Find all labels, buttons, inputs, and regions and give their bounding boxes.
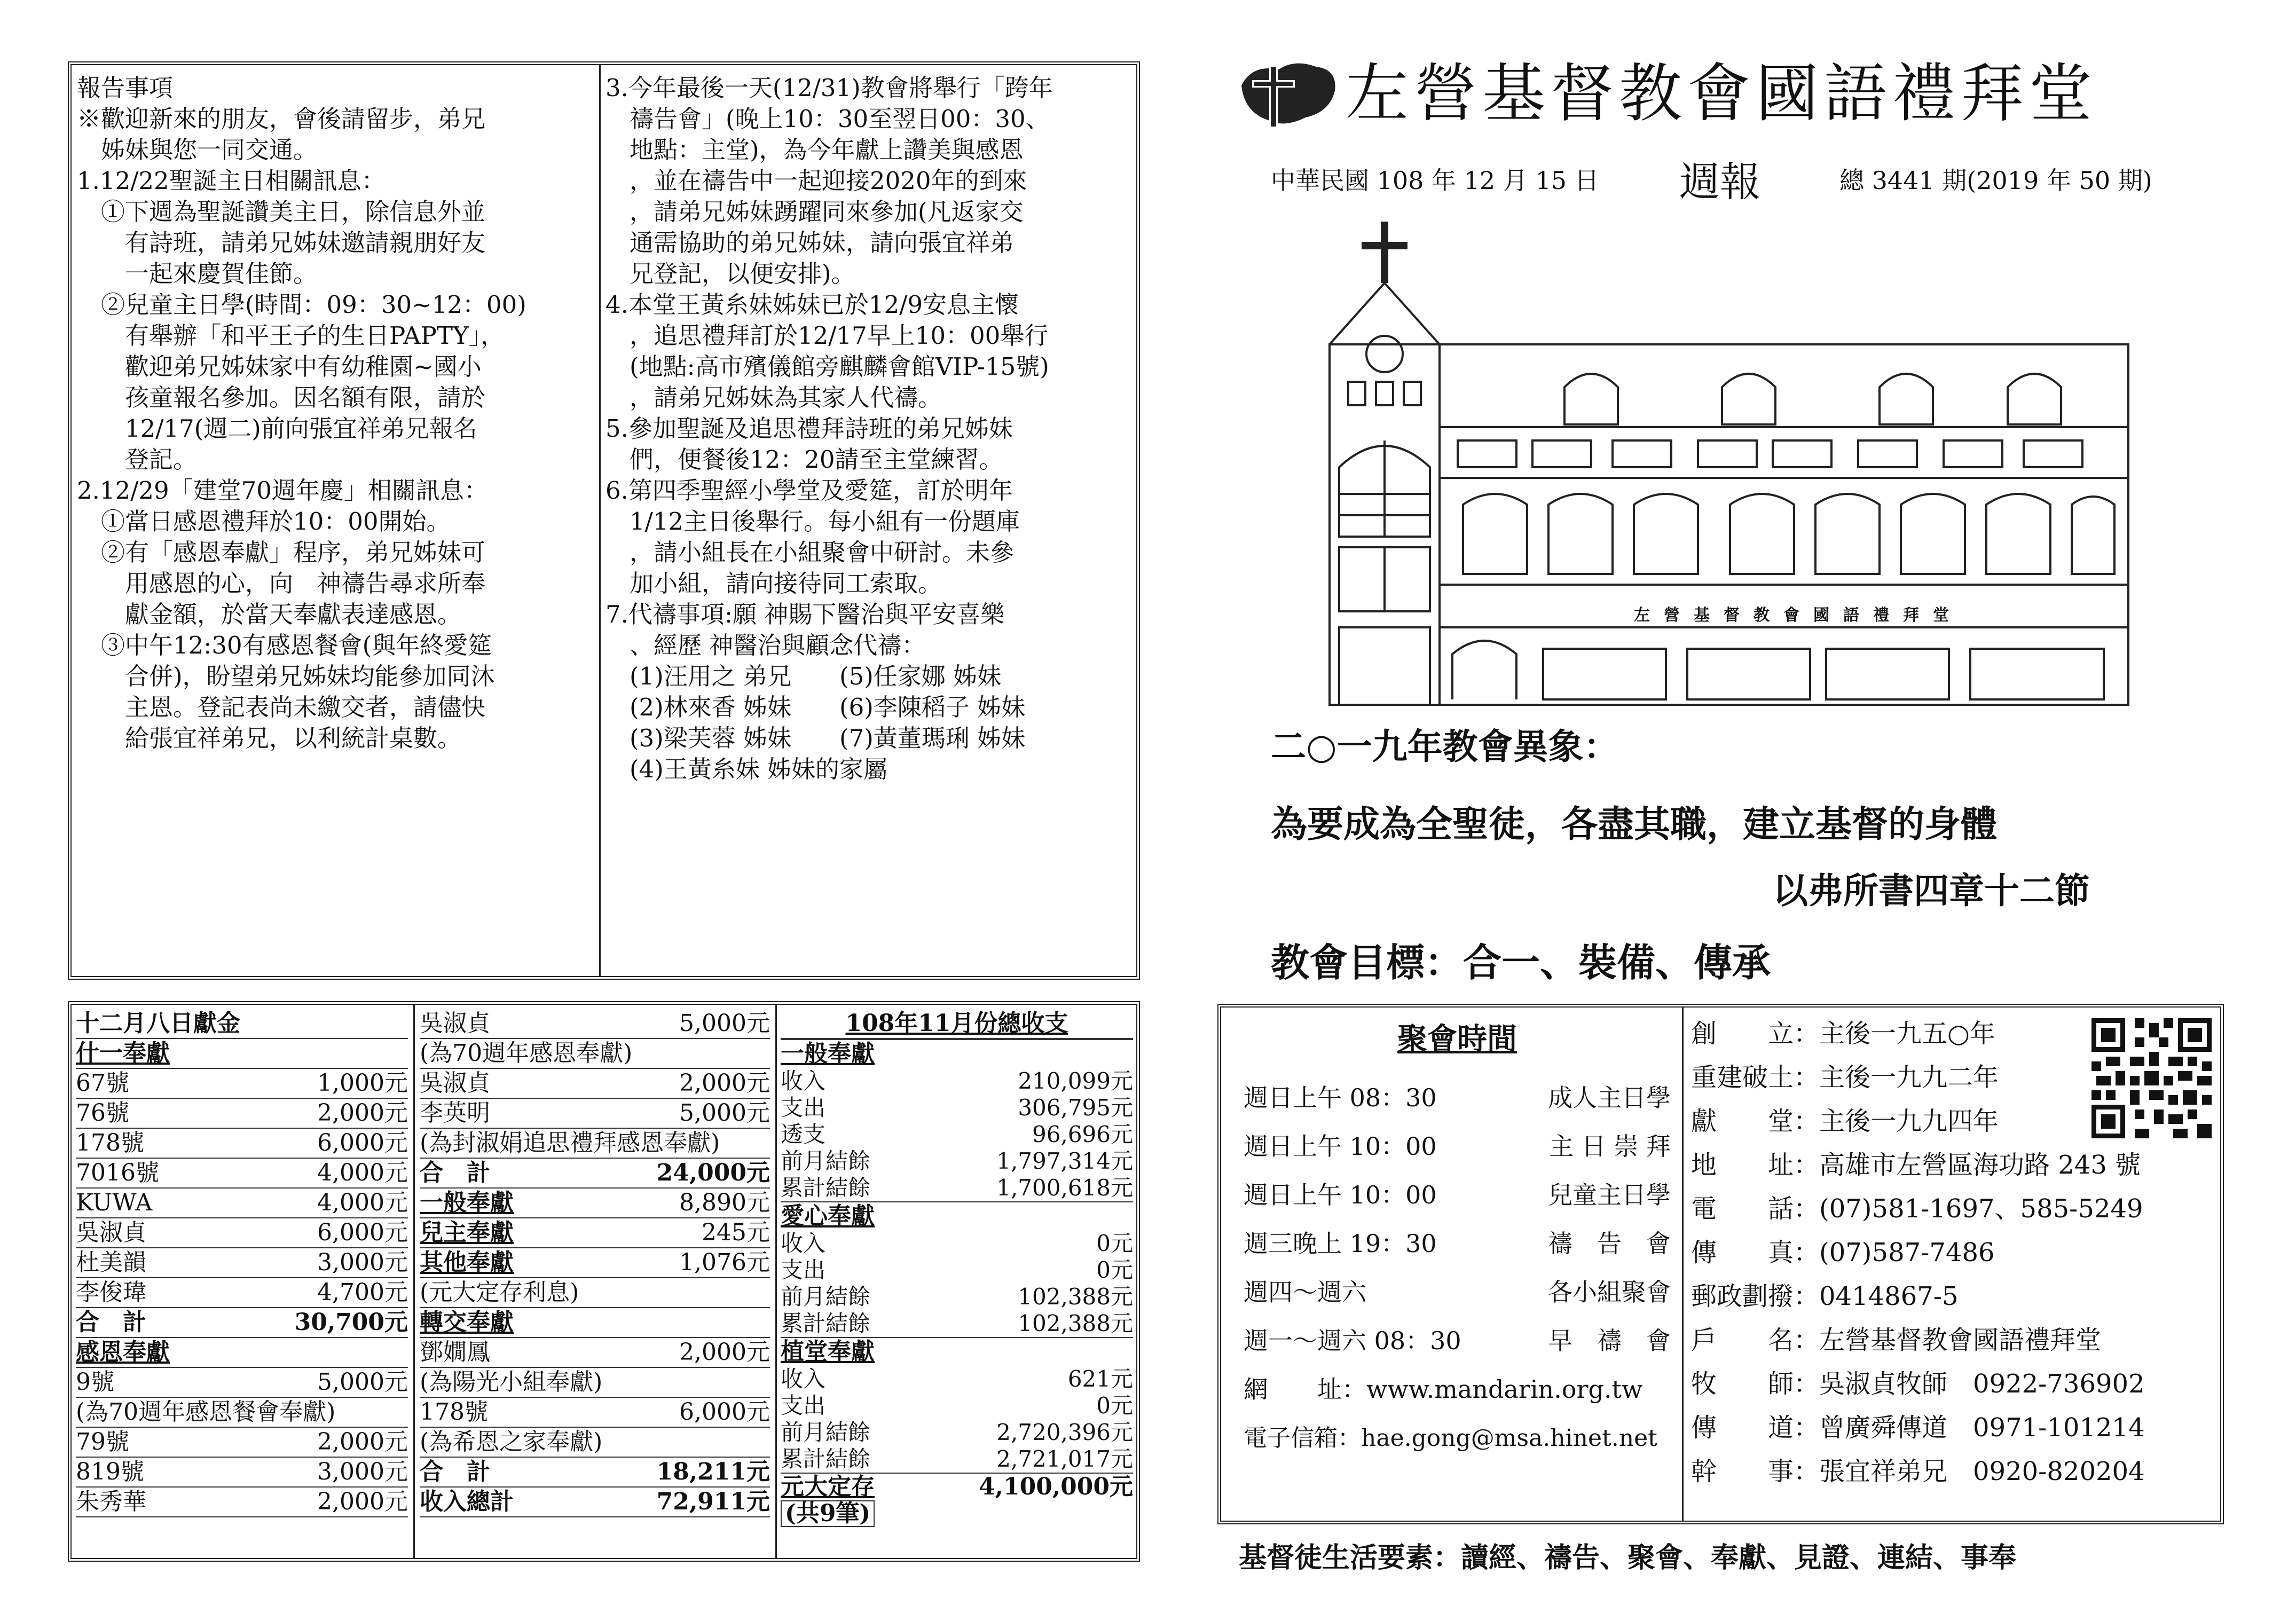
meeting-row [1244, 1122, 1671, 1171]
summary-amount: 621元 [1067, 1366, 1133, 1392]
summary-label: 收入 [781, 1068, 826, 1094]
offering-amount: 2,000元 [679, 1069, 770, 1097]
offering-row [420, 1398, 770, 1428]
church-info-row: 傳 真：(07)587-7486 [1691, 1238, 1995, 1268]
meeting-title: 聚會時間 [1397, 1021, 1517, 1057]
summary-label: 支出 [781, 1095, 826, 1121]
summary-row [781, 1310, 1133, 1337]
deposit-count-row [781, 1500, 1133, 1527]
offering-label: KUWA [76, 1189, 153, 1216]
meeting-name: 兒童主日學 [1548, 1181, 1671, 1209]
summary-label: 前月結餘 [781, 1148, 871, 1174]
offering-amount: 4,700元 [317, 1279, 408, 1306]
meeting-time: 週日上午 10：00 [1244, 1132, 1437, 1161]
offering-row [420, 1368, 770, 1398]
announcement-line: 們，便餐後12：20請至主堂練習。 [606, 445, 1003, 474]
summary-row [781, 1284, 1133, 1310]
announcement-line: 通需協助的弟兄姊妹，請向張宜祥弟 [606, 229, 1015, 257]
announcement-line: 報告事項 [77, 74, 174, 102]
offering-label: 杜美韻 [76, 1249, 146, 1276]
offering-section [76, 1338, 408, 1368]
offerings-column-1 [76, 1009, 408, 1517]
meeting-time: 週一～週六 08：30 [1244, 1326, 1461, 1355]
summary-label: 透支 [781, 1121, 826, 1147]
vision-scripture: 以弗所書四章十二節 [1773, 870, 2090, 911]
offering-label: 十二月八日獻金 [76, 1010, 240, 1037]
offering-amount: 1,000元 [317, 1069, 408, 1097]
offering-label: 7016號 [76, 1159, 159, 1186]
offering-amount: 4,000元 [317, 1159, 408, 1186]
meeting-time: 週日上午 08：30 [1244, 1083, 1437, 1112]
meeting-name: 禱 告 會 [1548, 1229, 1671, 1258]
summary-amount: 1,797,314元 [996, 1148, 1133, 1174]
meeting-time: 週日上午 10：00 [1244, 1181, 1437, 1209]
announcement-line: ，請小組長在小組聚會中研討。未參 [606, 538, 1015, 566]
email: 電子信箱：hae.gong@msa.hinet.net [1244, 1425, 1657, 1452]
summary-label: 前月結餘 [781, 1284, 871, 1310]
church-info-row: 幹 事：張宜祥弟兄 0920-820204 [1691, 1457, 2145, 1486]
offering-row [76, 1159, 408, 1189]
announcement-line: (1)汪用之 弟兄 (5)任家娜 姊妹 [606, 662, 1002, 690]
summary-row [781, 1366, 1133, 1392]
offering-amount: 3,000元 [317, 1249, 408, 1276]
announcement-line: 一起來慶賀佳節。 [77, 259, 318, 288]
summary-title: 108年11月份總收支 [781, 1009, 1133, 1039]
meeting-name: 早 禱 會 [1548, 1326, 1671, 1355]
offering-amount: 5,000元 [679, 1099, 770, 1127]
offering-row [76, 1099, 408, 1129]
offering-amount: 8,890元 [679, 1189, 770, 1216]
offering-row [76, 1458, 408, 1488]
church-info-row: 創 立：主後一九五○年 [1691, 1019, 1995, 1049]
announcement-line: ，請弟兄姊妹踴躍同來參加(凡返家交 [606, 198, 1024, 226]
offering-amount: 5,000元 [317, 1368, 408, 1396]
announcement-line: 2.12/29「建堂70週年慶」相關訊息： [77, 476, 488, 505]
offering-label: 兒主奉獻 [420, 1219, 514, 1246]
summary-label: 支出 [781, 1257, 826, 1283]
offering-label: 轉交奉獻 [420, 1309, 514, 1336]
meeting-schedule [1244, 1015, 1671, 1462]
announcement-line: 加小組，請向接待同工索取。 [606, 569, 942, 597]
offering-amount: 4,000元 [317, 1189, 408, 1216]
monthly-summary [781, 1009, 1133, 1527]
offering-label: (元大定存利息) [420, 1279, 579, 1306]
offering-label: 178號 [76, 1129, 144, 1156]
column-divider [413, 1005, 415, 1558]
offerings-box [68, 1001, 1140, 1562]
deposit-value: 4,100,000元 [979, 1473, 1133, 1500]
offering-label: 178號 [420, 1398, 488, 1426]
offering-row [76, 1009, 408, 1039]
qr-code-icon [2091, 1018, 2212, 1138]
announcement-line: (2)林來香 姊妹 (6)李陳稻子 姊妹 [606, 693, 1026, 721]
offering-section [76, 1039, 408, 1069]
offering-label: 吳淑貞 [420, 1069, 490, 1097]
announcement-line: 3.今年最後一天(12/31)教會將舉行「跨年 [606, 74, 1053, 102]
church-info-row: 傳 道：曾廣舜傳道 0971-101214 [1691, 1413, 2145, 1443]
offering-label: (為希恩之家奉獻) [420, 1428, 603, 1455]
offering-amount: 6,000元 [679, 1398, 770, 1426]
offering-amount: 30,700元 [294, 1309, 408, 1336]
meeting-row [1244, 1219, 1671, 1268]
offering-row [420, 1039, 770, 1069]
offering-row [420, 1099, 770, 1129]
offering-row [76, 1248, 408, 1278]
meeting-name: 各小組聚會 [1548, 1278, 1671, 1307]
offering-section [420, 1248, 770, 1278]
church-building-illustration [1314, 216, 2146, 710]
summary-label: 累計結餘 [781, 1175, 871, 1201]
meeting-info-box [1217, 1004, 2224, 1524]
announcement-line: 地點：主堂)，為今年獻上讚美與感恩 [606, 136, 1024, 164]
meeting-time: 週三晚上 19：30 [1244, 1229, 1437, 1258]
offering-row [76, 1398, 408, 1428]
offering-row [76, 1428, 408, 1458]
bulletin-issue: 總 3441 期(2019 年 50 期) [1839, 166, 2152, 195]
announcements-column-1 [77, 73, 595, 754]
announcement-line: 12/17(週二)前向張宜祥弟兄報名 [77, 414, 477, 443]
announcement-line: 有詩班，請弟兄姊妹邀請親朋好友 [77, 229, 486, 257]
announcement-line: 姊妹與您一同交通。 [77, 136, 318, 164]
offering-section [420, 1218, 770, 1248]
announcement-line: 1/12主日後舉行。每小組有一份題庫 [606, 507, 1020, 536]
announcement-line: 用感恩的心，向 神禱告尋求所奉 [77, 569, 486, 597]
offering-label: (為70週年感恩奉獻) [420, 1040, 633, 1067]
announcement-line: 給張宜祥弟兄，以利統計桌數。 [77, 724, 462, 752]
offering-label: 其他奉獻 [420, 1249, 514, 1276]
column-divider [1682, 1008, 1684, 1521]
offering-amount: 6,000元 [317, 1219, 408, 1246]
qr-code[interactable] [2091, 1018, 2212, 1138]
offering-label: (為70週年感恩餐會奉獻) [76, 1398, 336, 1426]
summary-row [781, 1257, 1133, 1284]
offering-row [76, 1069, 408, 1099]
offering-row [420, 1278, 770, 1308]
meeting-time: 週四～週六 [1244, 1278, 1366, 1307]
offering-label: 李俊瑋 [76, 1279, 146, 1306]
church-info-row: 戶 名：左營基督教會國語禮拜堂 [1691, 1325, 2102, 1355]
summary-amount: 0元 [1096, 1392, 1133, 1419]
bulletin-weekly: 週報 [1679, 158, 1760, 206]
offering-amount: 245元 [702, 1219, 770, 1246]
offering-row [76, 1308, 408, 1338]
announcement-line: 孩童報名參加。因名額有限，請於 [77, 383, 486, 412]
summary-section-title: 一般奉獻 [781, 1039, 1133, 1068]
announcement-line: 5.參加聖誕及追思禮拜詩班的弟兄姊妹 [606, 414, 1013, 443]
summary-label: 前月結餘 [781, 1419, 871, 1445]
offering-row [76, 1189, 408, 1218]
column-divider [775, 1005, 777, 1558]
announcement-line: 、經歷 神醫治與顧念代禱： [606, 631, 926, 659]
offering-amount: 3,000元 [317, 1458, 408, 1485]
offering-row [420, 1129, 770, 1159]
summary-amount: 2,720,396元 [996, 1419, 1133, 1445]
summary-row [781, 1419, 1133, 1446]
meeting-name: 主 日 崇 拜 [1549, 1132, 1671, 1161]
summary-row [781, 1175, 1133, 1201]
announcement-line: 6.第四季聖經小學堂及愛筵，訂於明年 [606, 476, 1013, 505]
summary-amount: 0元 [1096, 1257, 1133, 1283]
vision-heading: 二○一九年教會異象： [1271, 726, 1619, 767]
offering-section [420, 1189, 770, 1218]
offering-row [420, 1159, 770, 1189]
offering-label: 鄧嫺鳳 [420, 1339, 490, 1366]
offering-amount: 6,000元 [317, 1129, 408, 1156]
summary-row [781, 1095, 1133, 1121]
announcement-line: ②兒童主日學(時間：09：30~12：00) [77, 290, 526, 319]
offering-amount: 2,000元 [317, 1428, 408, 1455]
announcement-line: 合併)，盼望弟兄姊妹均能參加同沐 [77, 662, 495, 690]
offering-amount: 2,000元 [317, 1488, 408, 1515]
offering-label: 什一奉獻 [76, 1040, 170, 1067]
announcement-line: 4.本堂王黃糸妹姊妹已於12/9安息主懷 [606, 290, 1019, 319]
summary-row [781, 1068, 1133, 1095]
offering-amount: 1,076元 [679, 1249, 770, 1276]
offering-label: 收入總計 [420, 1488, 514, 1515]
summary-row [781, 1148, 1133, 1175]
announcement-line: ※歡迎新來的朋友，會後請留步，弟兄 [77, 105, 486, 133]
summary-amount: 210,099元 [1018, 1068, 1133, 1094]
meeting-name: 成人主日學 [1548, 1083, 1671, 1112]
offering-row [420, 1338, 770, 1368]
deposit-label: 元大定存 [781, 1473, 875, 1500]
offering-label: 合 計 [76, 1309, 146, 1336]
church-info-row: 重建破土：主後一九九二年 [1691, 1063, 1999, 1092]
summary-label: 支出 [781, 1392, 826, 1419]
announcement-line: 登記。 [77, 445, 198, 474]
announcement-line: 7.代禱事項:願 神賜下醫治與平安喜樂 [606, 600, 1005, 628]
meeting-row [1244, 1268, 1671, 1317]
announcement-line: 主恩。登記表尚未繳交者，請儘快 [77, 693, 486, 721]
offering-label: 819號 [76, 1458, 144, 1485]
offering-amount: 18,211元 [656, 1458, 770, 1485]
church-goals: 教會目標：合一、裝備、傳承 [1271, 940, 1771, 985]
summary-amount: 2,721,017元 [996, 1446, 1133, 1472]
summary-amount: 1,700,618元 [996, 1175, 1133, 1201]
summary-label: 收入 [781, 1366, 826, 1392]
offering-label: 吳淑貞 [420, 1010, 490, 1037]
offering-label: 9號 [76, 1368, 114, 1396]
summary-label: 收入 [781, 1230, 826, 1256]
offering-row [76, 1488, 408, 1517]
bulletin-date: 中華民國 108 年 12 月 15 日 [1271, 166, 1599, 195]
offering-amount: 72,911元 [656, 1488, 770, 1515]
offering-row [76, 1129, 408, 1159]
announcement-line: 禱告會」(晚上10：30至翌日00：30、 [606, 105, 1050, 133]
announcement-line: 有舉辦「和平王子的生日PAPTY」， [77, 321, 505, 350]
announcement-line: 獻金額，於當天奉獻表達感恩。 [77, 600, 462, 628]
offering-label: 79號 [76, 1428, 129, 1455]
summary-amount: 102,388元 [1018, 1284, 1133, 1310]
deposit-count: (共9筆) [781, 1500, 875, 1527]
summary-row [781, 1446, 1133, 1473]
meeting-row [1244, 1171, 1671, 1219]
offering-amount: 24,000元 [656, 1159, 770, 1186]
announcement-line: ，並在禱告中一起迎接2020年的到來 [606, 167, 1027, 195]
offering-amount: 2,000元 [317, 1099, 408, 1127]
offering-amount: 2,000元 [679, 1339, 770, 1366]
offering-row [420, 1009, 770, 1039]
website: 網 址：www.mandarin.org.tw [1244, 1375, 1643, 1404]
offering-label: (為陽光小組奉獻) [420, 1368, 603, 1396]
offering-amount: 5,000元 [679, 1010, 770, 1037]
announcement-line: ③中午12:30有感恩餐會(與年終愛筵 [77, 631, 492, 659]
summary-row [781, 1230, 1133, 1257]
church-info-row: 獻 堂：主後一九九四年 [1691, 1106, 1999, 1136]
announcement-line: ①當日感恩禮拜於10：00開始。 [77, 507, 451, 536]
church-info-row: 郵政劃撥：0414867-5 [1691, 1281, 1959, 1311]
church-name: 左營基督教會國語禮拜堂 [1346, 57, 2098, 130]
offerings-column-2 [420, 1009, 770, 1517]
offering-label: 67號 [76, 1069, 129, 1097]
offering-row [76, 1368, 408, 1398]
church-logo [1231, 53, 1343, 133]
announcements-column-2 [606, 73, 1139, 785]
announcement-line: (3)梁芙蓉 姊妹 (7)黃董瑪琍 姊妹 [606, 724, 1026, 752]
announcement-line: 歡迎弟兄姊妹家中有幼稚園~國小 [77, 352, 482, 381]
summary-row [781, 1121, 1133, 1148]
summary-section-title: 愛心奉獻 [781, 1201, 1133, 1230]
announcement-line: (4)王黃糸妹 姊妹的家屬 [606, 755, 888, 783]
summary-row [781, 1392, 1133, 1419]
announcement-line: ①下週為聖誕讚美主日，除信息外並 [77, 198, 486, 226]
announcement-line: ，請弟兄姊妹為其家人代禱。 [606, 383, 942, 412]
offering-row [420, 1428, 770, 1458]
announcement-line: ②有「感恩奉獻」程序，弟兄姊妹可 [77, 538, 486, 566]
offering-row [420, 1458, 770, 1488]
summary-amount: 102,388元 [1018, 1310, 1133, 1336]
offering-label: 一般奉獻 [420, 1189, 514, 1216]
column-divider [599, 65, 601, 976]
footer-motto: 基督徒生活要素：讀經、禱告、聚會、奉獻、見證、連結、事奉 [1239, 1541, 2017, 1574]
announcement-line: ，追思禮拜訂於12/17早上10：00舉行 [606, 321, 1049, 350]
summary-label: 累計結餘 [781, 1310, 871, 1336]
offering-label: 感恩奉獻 [76, 1339, 170, 1366]
offering-row [76, 1218, 408, 1248]
summary-section-title: 植堂奉獻 [781, 1337, 1133, 1366]
announcements-box [68, 61, 1140, 980]
announcement-line: 1.12/22聖誕主日相關訊息： [77, 167, 386, 195]
meeting-row [1244, 1317, 1671, 1365]
summary-amount: 96,696元 [1032, 1121, 1133, 1147]
offering-label: 朱秀華 [76, 1488, 146, 1515]
offering-label: 合 計 [420, 1458, 490, 1485]
summary-amount: 306,795元 [1018, 1095, 1133, 1121]
offering-label: 76號 [76, 1099, 129, 1127]
vision-statement: 為要成為全聖徒，各盡其職，建立基督的身體 [1271, 803, 1998, 846]
church-info-row: 地 址：高雄市左營區海功路 243 號 [1691, 1150, 2141, 1180]
church-info-row: 牧 師：吳淑貞牧師 0922-736902 [1691, 1369, 2145, 1399]
offering-row [76, 1278, 408, 1308]
offering-label: 合 計 [420, 1159, 490, 1186]
announcement-line: 兄登記，以便安排)。 [606, 259, 855, 288]
offering-row [420, 1488, 770, 1517]
offering-label: (為封淑娟追思禮拜感恩奉獻) [420, 1129, 720, 1156]
offering-label: 李英明 [420, 1099, 490, 1127]
building-sign: 左營基督教會國語禮拜堂 [1634, 606, 1963, 625]
offering-section [420, 1308, 770, 1338]
church-info-row: 電 話：(07)581-1697、585-5249 [1691, 1194, 2143, 1224]
summary-label: 累計結餘 [781, 1446, 871, 1472]
announcement-line: (地點:高市殯儀館旁麒麟會館VIP-15號) [606, 352, 1049, 381]
summary-amount: 0元 [1096, 1230, 1133, 1256]
meeting-row [1244, 1074, 1671, 1122]
offering-label: 吳淑貞 [76, 1219, 146, 1246]
cross-logo-icon [1231, 53, 1343, 133]
deposit-row [781, 1473, 1133, 1500]
offering-row [420, 1069, 770, 1099]
